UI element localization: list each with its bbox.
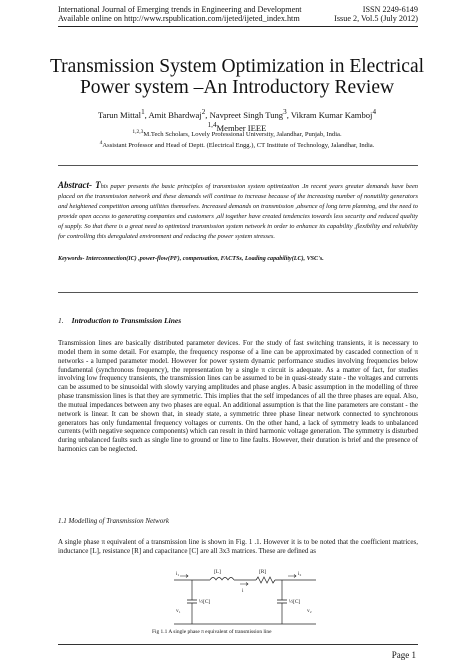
resistor-symbol [256, 577, 275, 583]
current-arrow-i2 [288, 575, 296, 578]
issn: ISSN 2249-6149 [362, 5, 418, 14]
section-body: Transmission lines are basically distributed parameter devices. For the study of fast switching transients, it is necessary to model them in some detail. For example, the frequency response of a line can be approximated by cascaded connection of π networks - a lumped parameter model. However for power system dynamic performance studies involving frequencies below fundamental (synchronous frequency), the representation by a single π circuit is adequate. As a matter of fact, for studies involving low frequency transients, the transmission lines can be assumed to be in quasi-steady state - the voltages and currents can be assumed to be sinusoidal with slowly varying amplitudes and phase angles. A basic assumption in the modelling of three phase transmission lines is that they are symmetric. This implies that the self impedances of all the three phases are equal. Also, the mutual impedances between any two phases are equal. An additional assumption is that the line parameters are constant - the network is linear. It can be shown that, in steady state, a symmetric three phase linear network connected to synchronous generators has only fundamental frequency voltages or currents. On the other hand, a lack of symmetry leads to unbalanced currents (with negative sequence components) which can result in third harmonic voltage generation. The symmetry is disturbed during unbalanced faults such as single line to ground or line to line faults. However, their duration is brief and the presence of harmonics can be neglected. [58, 339, 418, 454]
author-1: Tarun Mittal [97, 109, 142, 120]
member-ieee: Member IEEE [216, 122, 267, 133]
author-3: Navpreet Singh Tung [209, 109, 284, 120]
header-divider [58, 26, 418, 27]
author-3-sup: 3 [283, 108, 287, 116]
footer-divider [58, 644, 418, 645]
author-2-sup: 2 [201, 108, 206, 116]
label-i: i [242, 588, 244, 594]
label-i2: i₂ [298, 571, 302, 577]
journal-header [58, 5, 418, 24]
section-title: Introduction to Transmission Lines [71, 316, 182, 325]
current-arrow-i [240, 583, 248, 586]
pi-equivalent-figure [170, 568, 320, 634]
journal-name: International Journal of Emerging trends in Engineering and Development [58, 5, 302, 14]
label-v1: v₁ [176, 608, 181, 614]
section-heading [58, 316, 181, 325]
author-2: Amit Bhardwaj [148, 109, 202, 120]
label-c-left: ½[C] [199, 599, 211, 605]
affil-2: Assistant Professor and Head of Deptt. (Electrical Engg.), CT Institute of Technology, Jalandhar, India. [102, 142, 375, 150]
member-sup: 1,4 [207, 120, 217, 129]
abstract [58, 180, 418, 243]
section-number: 1. [58, 316, 64, 325]
abstract-label: Abstract- T [58, 180, 101, 190]
label-c-right: ½[C] [289, 599, 301, 605]
affiliations [40, 128, 434, 150]
circuit-diagram [170, 568, 320, 630]
page-number: Page 1 [391, 650, 416, 660]
title-line-2: Power system –An Introductory Review [79, 77, 395, 98]
label-L: [L] [214, 569, 221, 575]
author-4: Vikram Kumar Kamboj [290, 109, 373, 120]
label-R: [R] [259, 569, 267, 575]
abstract-top-rule [58, 165, 418, 166]
subsection-heading: 1.1 Modelling of Transmission Network [58, 517, 170, 525]
issue-info: Issue 2, Vol.5 (July 2012) [334, 14, 418, 24]
paper-title [40, 56, 434, 98]
inductor-symbol [210, 578, 234, 581]
journal-url: Available online on http://www.rspublication.com/ijeted/ijeted_index.htm [58, 14, 300, 24]
author-1-sup: 1 [141, 108, 145, 116]
affil-2-sup: 4 [99, 140, 103, 147]
label-i1: i₁ [176, 571, 180, 577]
current-arrow-i1 [180, 575, 188, 578]
abstract-text: his paper presents the basic principles of transmission system optimization .In recent years greater demands have been placed on the transmission network and these demands will continue to increase because of the increasing number of nonutility generators and heightened competition among utilities themselves. Increased demands on transmission ,absence of long term planning, and the need to provide open access to generating companies and customers ,all together have created tendencies towards less security and reduced quality of supply. So that there is a great need to optimized transmission system network in order to enhance its capability ,flexibility and reliability for controlling this deregulated environment and reducing the power system stresses. [58, 183, 418, 241]
author-4-sup: 4 [372, 108, 377, 116]
subsection-body: A single phase π equivalent of a transmission line is shown in Fig. 1 .1. However it is to be noted that the coefficient matrices, inductance [L], resistance [R] and capacitance [C] are all 3x3 matrices. These are defined as [58, 538, 418, 555]
affil-1-sup: 1,2,3 [132, 129, 144, 135]
figure-caption: Fig 1.1 A single phase π equivalent of transmission line [152, 629, 272, 635]
affil-1: M.Tech Scholars, Lovely Professional University, Jalandhar, Punjab, India. [143, 131, 342, 139]
keywords: Keywords- Interconnection(IC) ,power-flow(PF), compensation, FACTSs, Loading capability(LC), VSC's. [58, 256, 324, 262]
abstract-bottom-rule [58, 292, 418, 293]
author-list: Tarun Mittal$^1$, Amit Bhardwaj$^2$, Navpreet Singh Tung$^3$, Vikram Kumar Kamboj$^4$ $^{1,4}$Member IEEE [97, 108, 377, 133]
label-v2: v₂ [307, 608, 312, 614]
title-line-1: Transmission System Optimization in Electrical [49, 56, 425, 77]
